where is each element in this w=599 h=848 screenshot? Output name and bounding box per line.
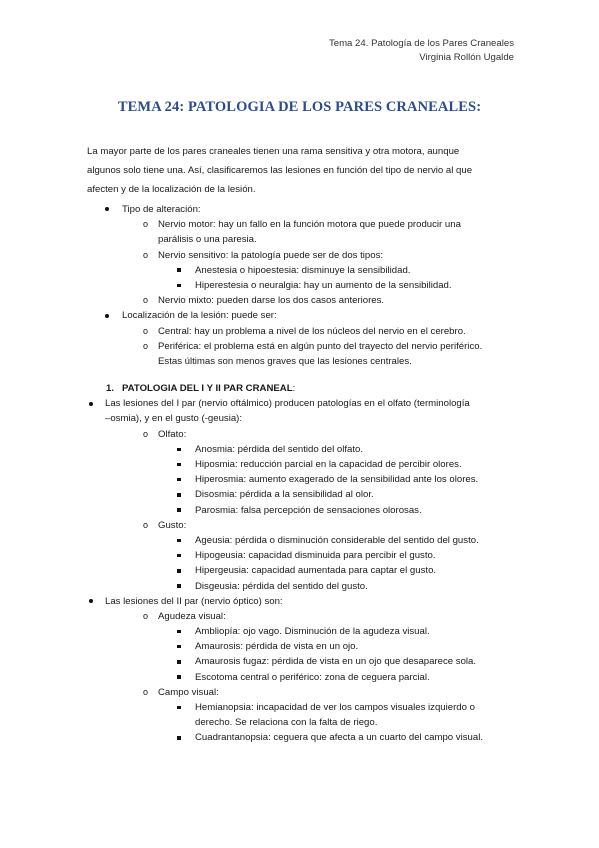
list-item-text: Nervio motor: hay un fallo en la función motora que puede producir una xyxy=(158,219,461,231)
list-item-text: Ageusia: pérdida o disminución considerable del sentido del gusto. xyxy=(195,534,479,546)
list-item xyxy=(0,487,599,502)
bullet-dot-icon xyxy=(89,396,93,411)
list-item-text: Campo visual: xyxy=(158,686,219,698)
list-item xyxy=(0,594,599,609)
list-item xyxy=(0,396,599,411)
list-item-text: Amaurosis: pérdida de vista en un ojo. xyxy=(195,641,359,653)
list-item-text: Olfato: xyxy=(158,428,187,440)
list-item-text: Central: hay un problema a nivel de los núcleos del nervio en el cerebro. xyxy=(158,325,466,337)
list-item xyxy=(0,263,599,278)
list-item-text: Estas últimas son menos graves que las lesiones centrales. xyxy=(158,355,412,367)
list-item-text: Anosmia: pérdida del sentido del olfato. xyxy=(195,443,363,455)
list-item xyxy=(0,472,599,487)
bullet-circle-icon: o xyxy=(143,340,149,351)
list-item-text: Hiposmia: reducción parcial en la capacidad de percibir olores. xyxy=(195,459,462,470)
bullet-square-icon xyxy=(177,670,181,685)
list-item-text: Amaurosis fugaz: pérdida de vista en un ojo que desaparece sola. xyxy=(195,656,477,668)
list-item-text: parálisis o una paresia. xyxy=(158,234,257,246)
bullet-square-icon xyxy=(177,487,181,502)
list-item xyxy=(0,248,599,263)
list-item-text: Disgeusia: pérdida del sentido del gusto. xyxy=(195,580,368,592)
list-item-text: Nervio sensitivo: la patología puede ser de dos tipos: xyxy=(158,249,384,261)
bullet-square-icon xyxy=(177,654,181,669)
list-item xyxy=(0,324,599,339)
list-item xyxy=(0,339,599,354)
bullet-square-icon xyxy=(177,563,181,578)
list-item-text: Nervio mixto: pueden darse los dos casos anteriores. xyxy=(158,295,385,307)
list-item-text: Parosmia: falsa percepción de sensaciones olorosas. xyxy=(195,504,422,516)
list-item xyxy=(0,624,599,639)
list-item-text: Hiperestesia o neuralgia: hay un aumento de la sensibilidad. xyxy=(195,279,452,291)
intro-line: La mayor parte de los pares craneales tienen una rama sensitiva y otra motora, aunque xyxy=(87,146,460,157)
list-item xyxy=(0,563,599,578)
list-item-text: Hipergeusia: capacidad aumentada para captar el gusto. xyxy=(195,565,437,577)
list-item xyxy=(0,293,599,308)
list-item-text: –osmia), y en el gusto (-geusia): xyxy=(105,413,243,425)
bullet-circle-icon: o xyxy=(143,249,149,260)
list-item xyxy=(0,579,599,594)
intro-paragraph xyxy=(87,142,517,199)
bullet-dot-icon xyxy=(89,594,93,609)
list-item xyxy=(0,715,599,730)
bullet-square-icon xyxy=(177,457,181,472)
list-item-text: Tipo de alteración: xyxy=(122,204,201,215)
bullet-square-icon xyxy=(177,278,181,293)
bullet-square-icon xyxy=(177,639,181,654)
list-item-text: Hipogeusia: capacidad disminuida para percibir el gusto. xyxy=(195,550,436,562)
list-item-text: derecho. Se relaciona con la falta de riego. xyxy=(195,717,378,729)
list-item-text: Ambliopía: ojo vago. Disminución de la agudeza visual. xyxy=(195,626,430,638)
bullet-circle-icon: o xyxy=(143,295,149,306)
list-item-text: Localización de la lesión: puede ser: xyxy=(122,310,277,322)
list-item xyxy=(0,654,599,669)
document-body xyxy=(0,202,599,746)
intro-line: afecten y de la localización de la lesión. xyxy=(87,184,256,195)
list-item xyxy=(0,308,599,323)
bullet-circle-icon: o xyxy=(143,428,149,439)
bullet-square-icon xyxy=(177,624,181,639)
list-item-text: Periférica: el problema está en algún punto del trayecto del nervio periférico. xyxy=(158,340,483,352)
spacer xyxy=(0,369,599,381)
header-topic: Tema 24. Patología de los Pares Craneales xyxy=(328,38,514,49)
list-item xyxy=(0,533,599,548)
list-item xyxy=(0,700,599,715)
list-item xyxy=(0,278,599,293)
bullet-square-icon xyxy=(177,730,181,745)
list-item-text: Escotoma central o periférico: zona de ceguera parcial. xyxy=(195,671,430,683)
list-item xyxy=(0,639,599,654)
list-item xyxy=(0,518,599,533)
list-item-text: Cuadrantanopsia: ceguera que afecta a un cuarto del campo visual. xyxy=(195,732,483,744)
bullet-circle-icon: o xyxy=(143,519,149,530)
bullet-circle-icon: o xyxy=(143,610,149,621)
bullet-dot-icon xyxy=(105,202,109,217)
list-item xyxy=(0,670,599,685)
bullet-dot-icon xyxy=(105,308,109,323)
section-heading xyxy=(0,381,599,396)
section-title-bold: PATOLOGIA DEL I Y II PAR CRANEAL xyxy=(122,383,293,395)
list-item-text: Las lesiones del I par (nervio oftálmico) producen patologías en el olfato (terminología xyxy=(105,398,470,410)
list-item xyxy=(0,730,599,745)
bullet-square-icon xyxy=(177,548,181,563)
header-author: Virginia Rollón Ugalde xyxy=(419,52,514,63)
bullet-square-icon xyxy=(177,579,181,594)
bullet-square-icon xyxy=(177,700,181,715)
intro-line: algunos solo tiene una. Así, clasificaremos las lesiones en función del tipo de nervio al que xyxy=(87,165,473,176)
bullet-square-icon xyxy=(177,533,181,548)
page-title: TEMA 24: PATOLOGIA DE LOS PARES CRANEALES: xyxy=(117,99,482,115)
page-header xyxy=(329,37,514,65)
list-item-text: Las lesiones del II par (nervio óptico) son: xyxy=(105,595,283,607)
list-item-text: Disosmia: pérdida a la sensibilidad al olor. xyxy=(195,489,374,501)
list-item xyxy=(0,609,599,624)
list-item xyxy=(0,202,599,217)
list-item xyxy=(0,354,599,369)
list-item-text: Hiperosmia: aumento exagerado de la sensibilidad ante los olores. xyxy=(195,474,479,486)
list-item xyxy=(0,411,599,426)
list-item-text: Hemianopsia: incapacidad de ver los campos visuales izquierdo o xyxy=(195,702,475,713)
section-title: PATOLOGIA DEL I Y II PAR CRANEAL: xyxy=(122,383,296,395)
bullet-circle-icon: o xyxy=(143,686,149,697)
bullet-circle-icon: o xyxy=(143,325,149,336)
list-item-text: Agudeza visual: xyxy=(158,610,226,622)
list-item xyxy=(0,217,599,232)
list-item xyxy=(0,232,599,247)
list-item xyxy=(0,503,599,518)
list-item xyxy=(0,548,599,563)
bullet-square-icon xyxy=(177,472,181,487)
bullet-square-icon xyxy=(177,503,181,518)
bullet-square-icon xyxy=(177,263,181,278)
list-item-text: Anestesia o hipoestesia: disminuye la sensibilidad. xyxy=(195,264,411,276)
list-item xyxy=(0,685,599,700)
bullet-square-icon xyxy=(177,442,181,457)
list-item-text: Gusto: xyxy=(158,519,187,531)
list-item xyxy=(0,442,599,457)
list-item xyxy=(0,457,599,472)
list-item xyxy=(0,427,599,442)
section-number: 1. xyxy=(106,383,115,395)
bullet-circle-icon: o xyxy=(143,219,149,230)
